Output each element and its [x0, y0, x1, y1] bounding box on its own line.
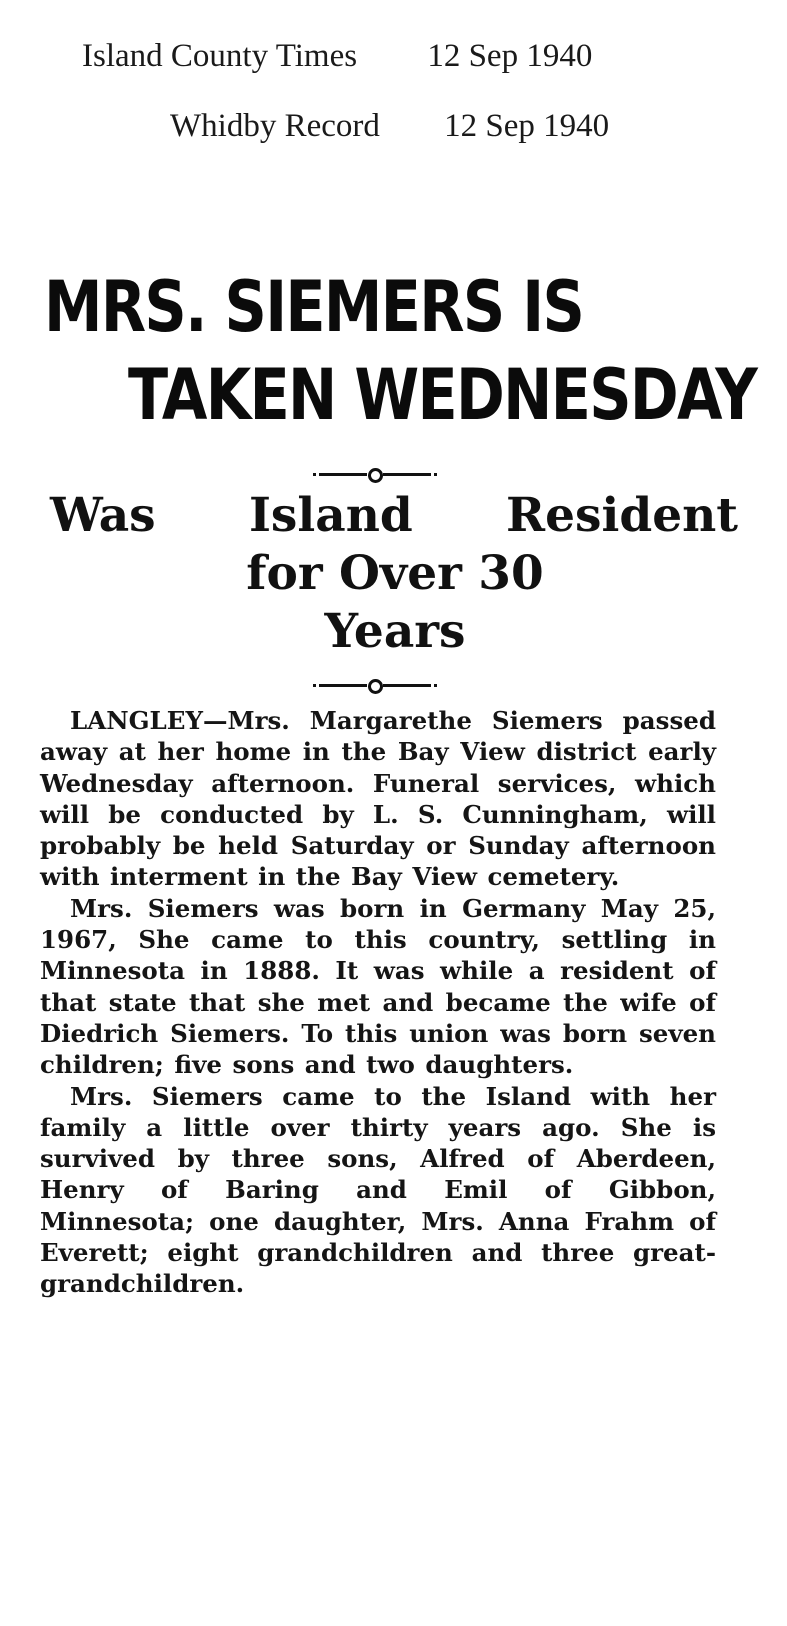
article-paragraph: Mrs. Siemers came to the Island with her family a little over thirty years ago. She is survived by three sons, Alfred of Aberdeen, Henry of Baring and Emil of Gibbon, Minnesota; one daughter, Mrs. Anna Frahm of Everett; eight grandchildren and three great-grandchildren.: [40, 1081, 716, 1299]
source-line-whidby-record: [170, 108, 609, 145]
subheadline-word: Was: [50, 488, 156, 543]
article-paragraph: LANGLEY—Mrs. Margarethe Siemers passed away at her home in the Bay View district early Wednesday afternoon. Funeral services, which will be conducted by L. S. Cunningham, will probably be held Saturday or Sunday afternoon with interment in the Bay View cemetery.: [40, 706, 716, 892]
publication-name: Whidby Record: [170, 108, 380, 144]
publication-name: Island County Times: [82, 38, 358, 74]
headline-line-1: MRS. SIEMERS IS: [44, 266, 584, 348]
headline-line-2: TAKEN WEDNESDAY: [128, 354, 757, 436]
publication-date: 12 Sep 1940: [444, 108, 610, 144]
article-body: [40, 705, 716, 1300]
subheadline-word: Resident: [506, 488, 738, 543]
ornamental-divider: [313, 467, 437, 481]
ornamental-divider: [313, 678, 437, 692]
article-paragraph: Mrs. Siemers was born in Germany May 25, 1967, She came to this country, settling in Minnesota in 1888. It was while a resident of that state that she met and became the wife of Diedrich Siemers. To this union was born seven children; five sons and two daughters.: [40, 893, 716, 1080]
subheadline-line-1: [30, 488, 760, 544]
publication-date: 12 Sep 1940: [427, 38, 593, 74]
subheadline-word: Island: [248, 488, 413, 543]
source-line-island-county-times: [82, 38, 592, 75]
subheadline-line-2: for Over 30: [246, 546, 544, 601]
subheadline-line-3: Years: [324, 604, 466, 659]
